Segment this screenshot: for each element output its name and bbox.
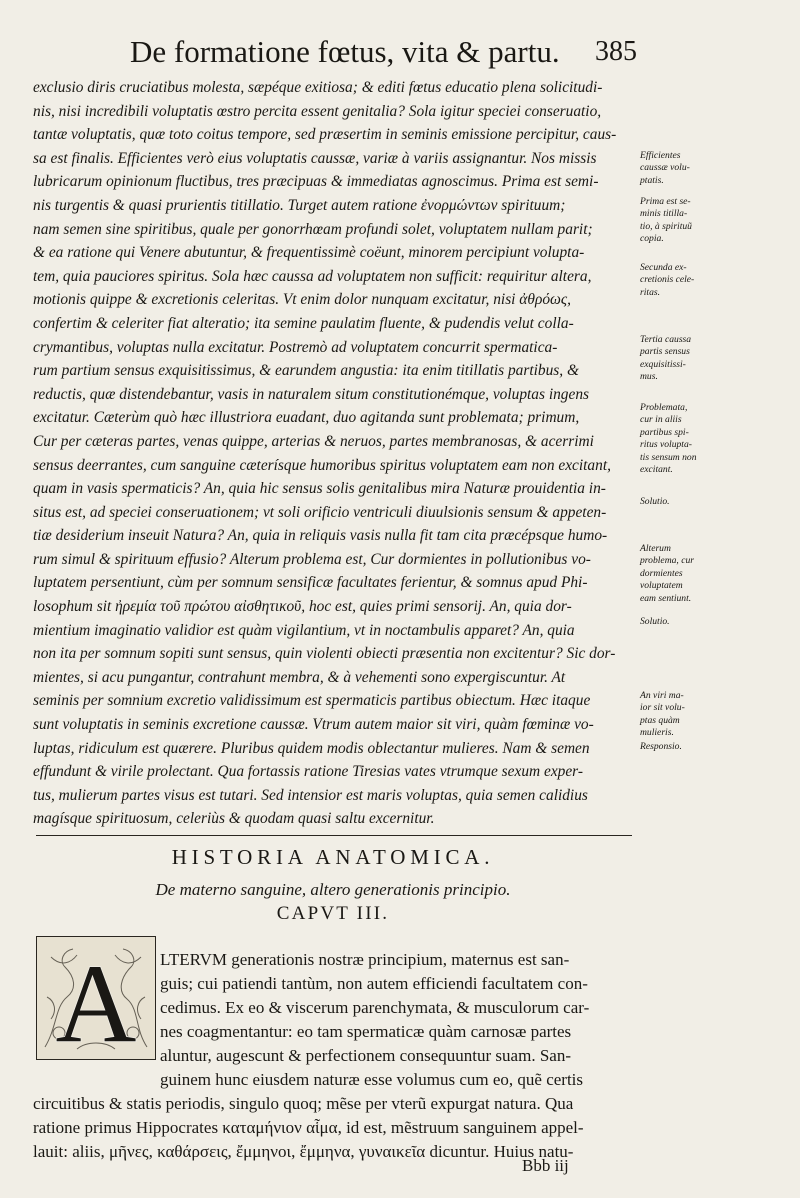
margin-note-line: Responsio.: [640, 741, 682, 752]
text-line: tus, mulierum partes visus est tutari. Sed intensior est maris voluptas, quia semen calidius: [33, 786, 588, 804]
text-line: losophum sit ἠρεμία τοῦ πρώτου αἰσθητικοῦ, hoc est, quies primi sensorij. An, quia dor-: [33, 598, 572, 616]
text-line: excitatur. Cæterùm quò hæc illustriora euadant, duo agitanda sunt problemata; primum,: [33, 409, 580, 427]
margin-note-line: minis titilla-: [640, 208, 688, 220]
text-line: crymantibus, voluptas nulla excitatur. Postremò ad voluptatem concurrit spermatica-: [33, 338, 558, 356]
margin-note: [640, 690, 790, 740]
chapter-text-line: guinem hunc eiusdem naturæ esse volumus cum eo, quẽ certis: [160, 1070, 584, 1089]
text-line: situs est, ad speciei conseruationem; vt soli orificio ventriculi diuulsionis sensum & appeten-: [33, 503, 607, 521]
text-line: quam in vasis spermaticis? An, quia hic sensus solis genitalibus mira Naturæ prouidentia in-: [33, 480, 606, 498]
text-line: tantæ voluptatis, quæ toto coitus tempore, sed præsertim in seminis emissione percipitur, caus-: [33, 126, 617, 144]
chapter-text-line: nes coagmentantur: eo tam spermaticæ quàm carnosæ partes: [160, 1022, 572, 1041]
margin-note-line: cur in aliis: [640, 414, 682, 426]
text-line: nam semen sine spiritibus, quale per gonorrhœam profundi solet, voluptatem nullam parit;: [33, 220, 593, 238]
margin-note-line: tis sensum non: [640, 451, 697, 463]
chapter-text-line: ratione primus Hippocrates καταμήνιον αἷμα, id est, mẽstruum sanguinem appel-: [33, 1118, 584, 1137]
text-line: confertim & celeriter fiat alteratio; ita semine paulatim fluente, & pudendis velut colla-: [33, 314, 574, 332]
margin-note: [640, 402, 790, 476]
margin-note: [640, 616, 790, 628]
margin-note-line: Efficientes: [640, 150, 681, 161]
margin-note-line: ptas quàm: [640, 714, 680, 726]
margin-note-line: Solutio.: [640, 616, 670, 627]
signature-mark: Bbb iij: [522, 1156, 569, 1175]
margin-note-line: Tertia caussa: [640, 334, 692, 345]
margin-note-line: ior sit volu-: [640, 702, 685, 714]
margin-note-line: Secunda ex-: [640, 262, 687, 273]
text-line: non ita per somnum sopiti sunt sensus, quin violenti obiecti præsentia non excitentur? Sic dor-: [33, 645, 616, 663]
chapter-text-line: guis; cui patiendi tantùm, non autem efficiendi facultatem con-: [160, 974, 588, 993]
margin-note: [640, 496, 790, 508]
margin-note-line: tio, à spirituũ: [640, 220, 692, 232]
margin-note-line: Problemata,: [640, 402, 688, 413]
margin-note: [640, 150, 790, 187]
margin-note-line: cretionis cele-: [640, 274, 695, 286]
text-line: nis, nisi incredibili voluptatis œstro percita essent genitalia? Sola igitur speciei conseruatio,: [33, 102, 602, 120]
text-line: rum partium sensus exquisitissimus, & earundem angustia: ita enim titillatis partibus, &: [33, 362, 579, 380]
chapter-text-line: aluntur, augescunt & perfectionem consequuntur suam. San-: [160, 1046, 571, 1065]
text-line: nis turgentis & quasi prurientis titillatio. Turget autem ratione ἐνορμώντων spirituum;: [33, 196, 566, 214]
text-line: mientium imaginatio validior est quàm vigilantium, vt in noctambulis apparet? An, quia: [33, 621, 575, 639]
text-line: rum simul & spirituum effusio? Alterum problema est, Cur dormientes in pollutionibus vo-: [33, 550, 591, 568]
margin-note: [640, 196, 790, 246]
margin-note-line: ptatis.: [640, 174, 664, 186]
margin-note-line: mulieris.: [640, 727, 674, 739]
section-divider: [36, 835, 632, 836]
margin-note-line: partibus spi-: [640, 426, 689, 438]
margin-note-line: mus.: [640, 371, 658, 383]
margin-note-line: ritus volupta-: [640, 439, 692, 451]
text-line: tem, quia pauciores spiritus. Sola hæc caussa ad voluptatem non sufficit: requiritur altera,: [33, 267, 592, 285]
text-line: Cur per cæteras partes, venas quippe, arterias & neruos, partes membranosas, & acerrimi: [33, 432, 594, 450]
chapter-text-block: [33, 948, 633, 1164]
text-line: luptatem persentiunt, cùm per somnum sensificæ facultates ferientur, & somnus apud Phi-: [33, 574, 588, 592]
text-line: effundunt & virile prolectant. Qua fortassis ratione Tiresias vates vtrumque sexum exper-: [33, 763, 583, 781]
margin-note: [640, 334, 790, 384]
margin-note-line: An viri ma-: [640, 690, 684, 701]
text-line: sa est finalis. Efficientes verò eius voluptatis caussæ, variæ à variis assignantur. Nos missis: [33, 149, 597, 167]
margin-note-line: Solutio.: [640, 496, 670, 507]
margin-note-line: copia.: [640, 233, 664, 245]
margin-note-line: dormientes: [640, 567, 683, 579]
margin-note: [640, 262, 790, 299]
margin-note-line: Prima est se-: [640, 196, 691, 207]
chapter-text-line: lauit: aliis, μῆνες, καθάρσεις, ἔμμηνοι, ἔμμηνα, γυναικεῖα dicuntur. Huius natu-: [33, 1142, 574, 1161]
margin-note-line: problema, cur: [640, 555, 695, 567]
chapter-heading: CAPVT III.: [276, 903, 390, 924]
text-line: sunt voluptatis in seminis excretione caussæ. Vtrum autem maior sit viri, quàm fœminæ vo-: [33, 716, 594, 734]
text-line: & ea ratione qui Venere abutuntur, & frequentissimè coëunt, minorem percipiunt volupta-: [33, 244, 585, 262]
margin-note-line: voluptatem: [640, 580, 683, 592]
margin-note-line: excitant.: [640, 464, 673, 476]
text-line: tiæ desiderium inseuit Natura? An, quia in reliquis vasis nulla fit tam cita præcépsque humo-: [33, 527, 608, 545]
chapter-text-line: cedimus. Ex eo & viscerum parenchymata, & musculorum car-: [160, 998, 590, 1017]
main-text-block: [33, 76, 633, 831]
margin-note-line: ritas.: [640, 286, 660, 298]
text-line: sensus deerrantes, cum sanguine cæterísque humoribus spiritus voluptatem eam non excitant,: [33, 456, 611, 474]
margin-note-line: Alterum: [640, 543, 671, 554]
text-line: reductis, quæ distendebantur, vasis in naturalem situm constitutionémque, voluptas ingens: [33, 385, 590, 403]
margin-note: [640, 543, 790, 605]
initial-letter: A: [55, 942, 137, 1059]
text-line: magísque spirituosum, celeriùs & quodam quasi saltu excernitur.: [33, 810, 435, 828]
running-head: [130, 34, 650, 70]
text-line: luptas, ridiculum est quærere. Pluribus quidem modis oblectantur mulieres. Nam & semen: [33, 739, 590, 757]
section-subtitle: De materno sanguine, altero generationis principio.: [155, 880, 511, 899]
margin-note-line: caussæ volu-: [640, 162, 690, 174]
chapter-text-line: circuitibus & statis periodis, singulo quoq; mẽse per vterũ expurgat natura. Qua: [33, 1094, 574, 1113]
text-line: lubricarum opinionum fluctibus, tres præcipuas & immediatas agnoscimus. Prima est semi-: [33, 173, 599, 191]
margin-note-line: exquisitissi-: [640, 358, 686, 370]
text-line: seminis per somnium excretio validissimum est spermaticis partibus obiectum. Hæc itaque: [33, 692, 591, 710]
margin-note-line: partis sensus: [640, 346, 690, 358]
text-line: motionis quippe & excretionis celeritas. Vt enim dolor nunquam excitatur, nisi ἀθρόως,: [33, 291, 571, 309]
running-title: De formatione fœtus, vita & partu.: [130, 34, 560, 69]
text-line: mientes, si acu pungantur, contrahunt membra, & à vehementi sono expergiscuntur. At: [33, 668, 566, 686]
section-title: HISTORIA ANATOMICA.: [171, 845, 495, 869]
page-number: 385: [595, 36, 637, 67]
text-line: exclusio diris cruciatibus molesta, sæpéque exitiosa; & editi fœtus educatio plena solicitudi-: [33, 79, 603, 96]
margin-note-line: eam sentiunt.: [640, 592, 692, 604]
margin-note: [640, 741, 790, 753]
chapter-text-line: LTERVM generationis nostræ principium, maternus est san-: [160, 950, 570, 969]
